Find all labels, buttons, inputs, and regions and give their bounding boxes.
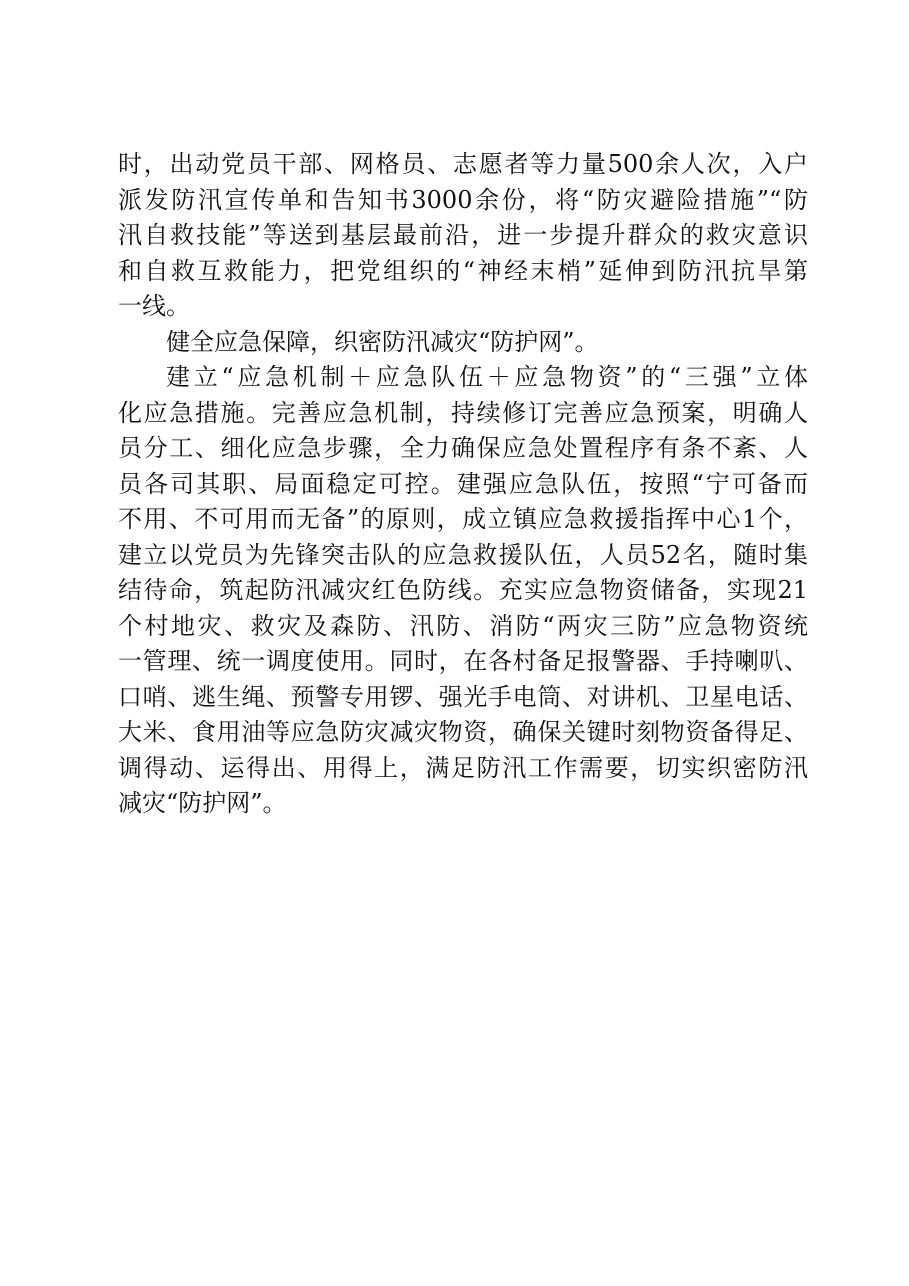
text-line: 结待命，筑起防汛减灾红色防线。充实应急物资储备，实现21 [118,576,808,604]
text-line: 减灾“防护网”。 [118,789,287,817]
text-line: 不用、不可用而无备”的原则，成立镇应急救援指挥中心1个， [118,505,808,533]
section-heading: 健全应急保障，织密防汛减灾“防护网”。 [166,327,599,356]
text-line: 员分工、细化应急步骤，全力确保应急处置程序有条不紊、人 [118,434,808,462]
body-text [118,147,808,822]
text-line: 个村地灾、救灾及森防、汛防、消防“两灾三防”应急物资统 [118,611,808,640]
text-line: 时，出动党员干部、网格员、志愿者等力量500余人次，入户 [118,150,808,178]
text-line: 派发防汛宣传单和告知书3000余份，将“防灾避险措施”“防 [118,185,808,214]
text-line: 一管理、统一调度使用。同时，在各村备足报警器、手持喇叭、 [118,647,808,675]
text-line: 建立以党员为先锋突击队的应急救援队伍，人员52名，随时集 [118,540,808,569]
text-line: 化应急措施。完善应急机制，持续修订完善应急预案，明确人 [118,398,808,427]
text-line: 建立“应急机制＋应急队伍＋应急物资”的“三强”立体 [166,363,808,391]
text-line: 调得动、运得出、用得上，满足防汛工作需要，切实织密防汛 [118,753,808,782]
text-line: 大米、食用油等应急防灾减灾物资，确保关键时刻物资备得足、 [118,718,808,746]
paragraph-1 [118,147,808,325]
paragraph-2 [118,360,808,822]
text-line: 口哨、逃生绳、预警专用锣、强光手电筒、对讲机、卫星电话、 [118,682,808,711]
text-line: 和自救互救能力，把党组织的“神经末梢”延伸到防汛抗旱第 [118,256,808,285]
text-line: 汛自救技能”等送到基层最前沿，进一步提升群众的救灾意识 [118,221,808,249]
text-line: 一线。 [118,292,190,320]
text-line: 员各司其职、局面稳定可控。建强应急队伍，按照“宁可备而 [118,469,808,498]
